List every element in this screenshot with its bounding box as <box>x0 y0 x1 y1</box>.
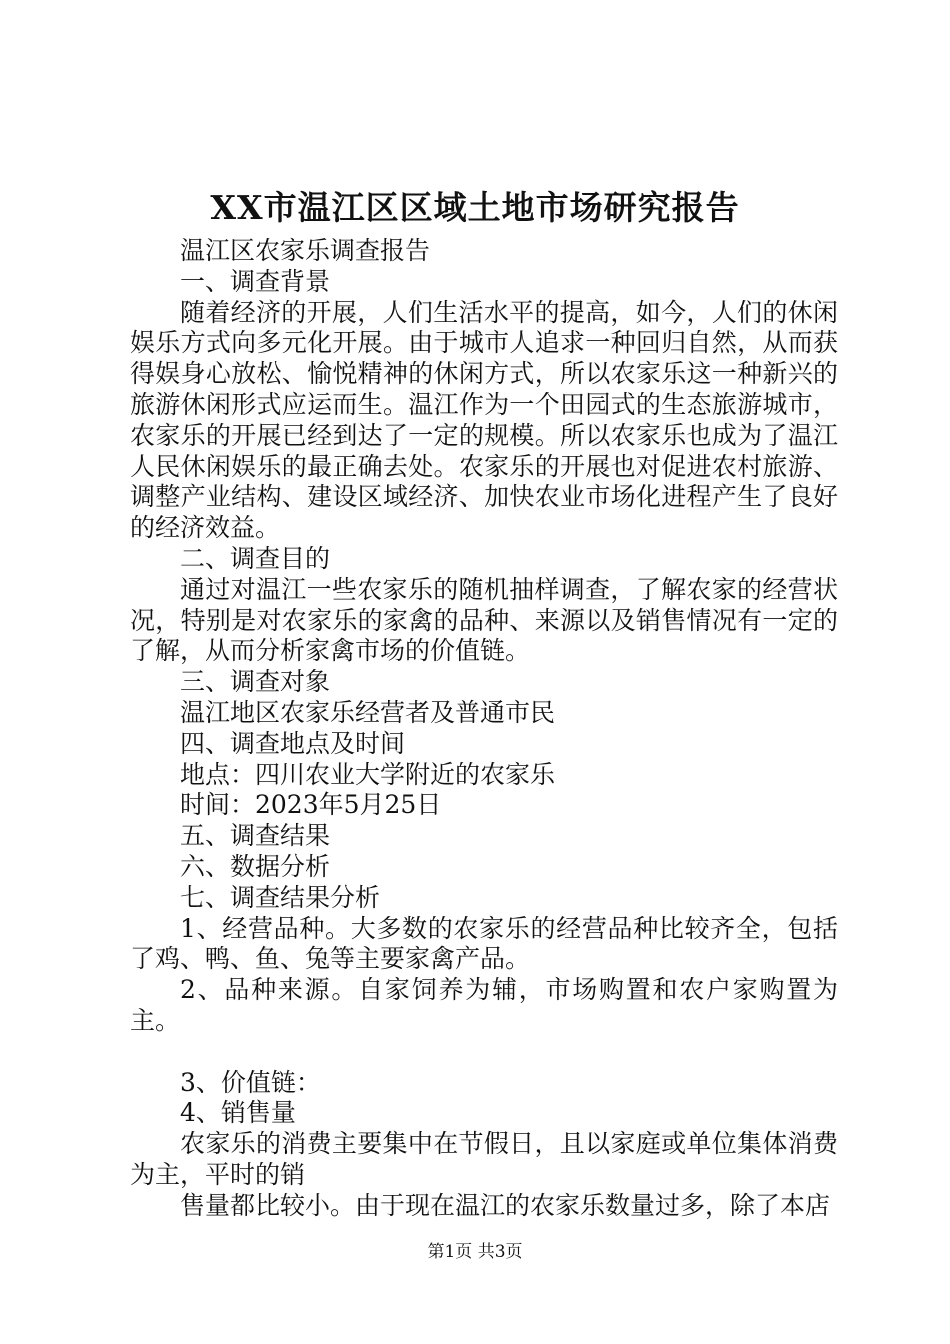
paragraph-subject: 温江地区农家乐经营者及普通市民 <box>180 697 556 727</box>
section-heading-result-analysis: 七、调查结果分析 <box>180 882 381 912</box>
paragraph-item-varieties: 1、经营品种。大多数的农家乐的经营品种比较齐全，包括了鸡、鸭、鱼、兔等主要家禽产品。 <box>130 913 838 974</box>
page-footer: 第1页 共3页 <box>427 1242 523 1262</box>
paragraph-item-value-chain: 3、价值链： <box>180 1067 321 1097</box>
section-heading-subject: 三、调查对象 <box>180 667 331 697</box>
blank-line <box>130 1037 838 1068</box>
paragraph-sales-detail-1: 农家乐的消费主要集中在节假日，且以家庭或单位集体消费为主，平时的销 <box>130 1129 838 1189</box>
paragraph-background: 随着经济的开展，人们生活水平的提高，如今，人们的休闲娱乐方式向多元化开展。由于城市人追求一种回归自然，从而获得娱身心放松、愉悦精神的休闲方式，所以农家乐这一种新兴的旅游休闲形式应运而生。温江作为一个田园式的生态旅游城市，农家乐的开展已经到达了一定的规模。所以农家乐也成为了温江人民休闲娱乐的最正确去处。农家乐的开展也对促进农村旅游、调整产业结构、建设区域经济、加快农业市场化进程产生了良好的经济效益。 <box>130 297 838 543</box>
paragraph-item-sales: 4、销售量 <box>180 1098 296 1128</box>
section-heading-purpose: 二、调查目的 <box>180 543 331 573</box>
document-body <box>130 236 838 1222</box>
subtitle-line: 温江区农家乐调查报告 <box>180 236 431 265</box>
paragraph-purpose: 通过对温江一些农家乐的随机抽样调查，了解农家的经营状况，特别是对农家乐的家禽的品种、来源以及销售情况有一定的了解，从而分析家禽市场的价值链。 <box>130 574 838 666</box>
paragraph-sales-detail-2: 售量都比较小。由于现在温江的农家乐数量过多，除了本店 <box>180 1190 831 1220</box>
paragraph-item-sources: 2、品种来源。自家饲养为辅，市场购置和农户家购置为主。 <box>130 975 838 1035</box>
section-heading-results: 五、调查结果 <box>180 821 331 851</box>
paragraph-place: 地点：四川农业大学附近的农家乐 <box>180 759 556 789</box>
section-heading-place-time: 四、调查地点及时间 <box>180 728 406 758</box>
section-heading-data-analysis: 六、数据分析 <box>180 851 331 881</box>
document-title: XX市温江区区域土地市场研究报告 <box>210 188 740 227</box>
paragraph-time: 时间：2023年5月25日 <box>180 790 442 820</box>
section-heading-background: 一、调查背景 <box>180 266 331 296</box>
